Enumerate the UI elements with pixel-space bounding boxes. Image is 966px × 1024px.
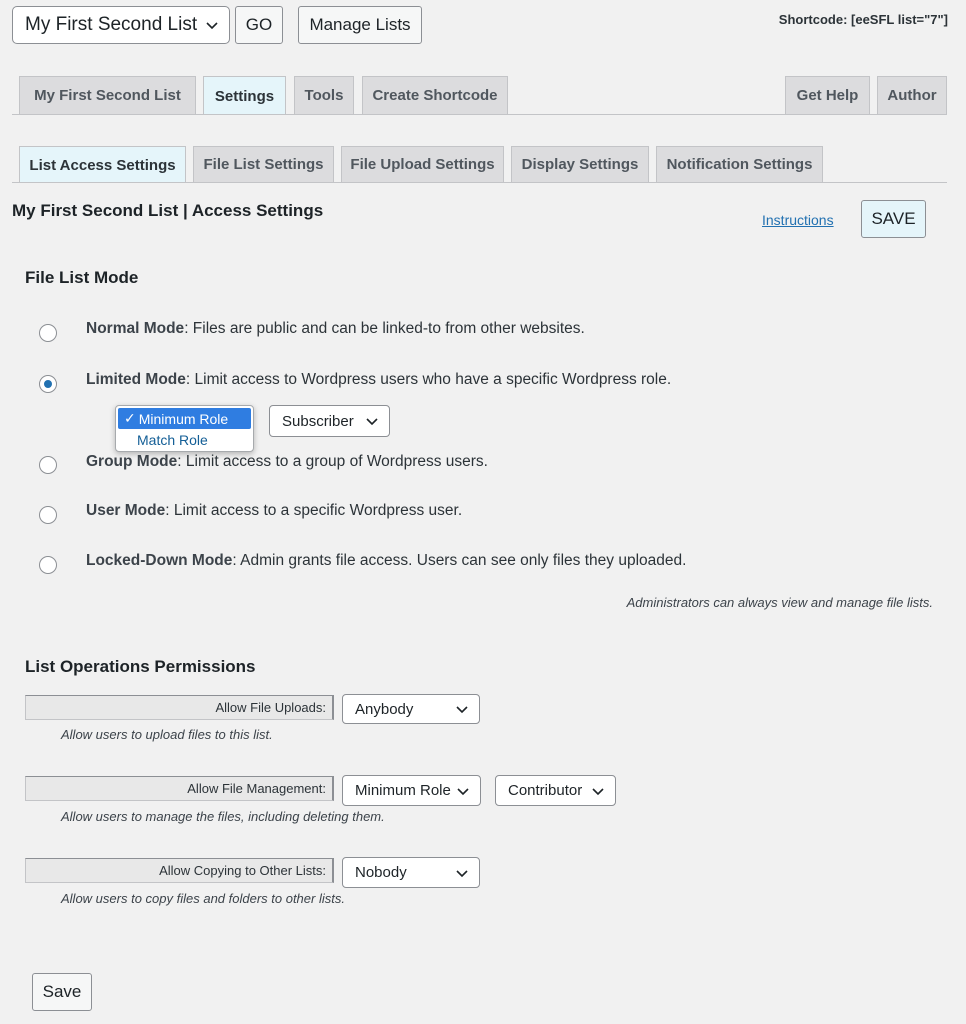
save-top-button[interactable]: SAVE	[861, 200, 926, 238]
label-text: Allow File Uploads:	[215, 700, 326, 715]
dropdown-option-minimum-role[interactable]	[118, 408, 251, 429]
mode-desc: : Files are public and can be linked-to from other websites.	[184, 320, 585, 337]
select-value: Contributor	[508, 782, 583, 799]
subtab-list-access-settings[interactable]	[19, 146, 186, 183]
option-label: Minimum Role	[138, 410, 229, 427]
tab-label: Notification Settings	[666, 156, 813, 173]
list-operations-heading: List Operations Permissions	[25, 657, 256, 676]
save-bottom-button[interactable]: Save	[32, 973, 92, 1011]
radio-user-mode[interactable]	[39, 506, 57, 524]
chevron-down-icon	[365, 414, 379, 428]
tab-settings[interactable]	[203, 76, 286, 115]
mode-name: Normal Mode	[86, 320, 185, 337]
subtab-file-upload-settings[interactable]	[341, 146, 504, 182]
allow-file-management-hint: Allow users to manage the files, including deleting them.	[61, 809, 385, 824]
tab-label: List Access Settings	[29, 156, 176, 174]
allow-file-management-label	[25, 776, 334, 801]
page-title: My First Second List | Access Settings	[12, 201, 324, 220]
mode-name: Group Mode	[86, 453, 178, 470]
normal-mode-text	[86, 320, 585, 338]
chevron-down-icon	[455, 866, 469, 880]
allow-file-management-select[interactable]	[342, 775, 481, 806]
mode-desc: : Limit access to a group of Wordpress users.	[177, 453, 488, 470]
label-text: Allow Copying to Other Lists:	[159, 863, 326, 878]
admin-note: Administrators can always view and manage file lists.	[626, 595, 933, 610]
allow-copying-select[interactable]	[342, 857, 480, 888]
select-value: Anybody	[355, 700, 414, 718]
file-list-mode-heading: File List Mode	[25, 268, 139, 287]
chevron-down-icon	[205, 18, 219, 32]
allow-file-uploads-label	[25, 695, 334, 720]
tab-label: Tools	[304, 87, 344, 104]
tab-list-name[interactable]	[19, 76, 196, 114]
role-select-value: Subscriber	[282, 412, 354, 430]
chevron-down-icon	[591, 784, 605, 798]
mode-name: User Mode	[86, 502, 166, 519]
sub-tabs-divider	[12, 182, 947, 183]
manage-lists-button[interactable]: Manage Lists	[298, 6, 422, 44]
list-select-value: My First Second List	[25, 14, 198, 35]
radio-group-mode[interactable]	[39, 456, 57, 474]
allow-file-management-role-select[interactable]	[495, 775, 616, 806]
allow-file-uploads-hint: Allow users to upload files to this list.	[61, 727, 273, 742]
mode-desc: : Limit access to a specific Wordpress user.	[165, 502, 463, 519]
allow-copying-hint: Allow users to copy files and folders to other lists.	[61, 891, 345, 906]
tab-label: Get Help	[796, 87, 859, 104]
chevron-down-icon	[456, 784, 470, 798]
tab-author[interactable]	[877, 76, 947, 114]
shortcode-text: Shortcode: [eeSFL list="7"]	[778, 12, 948, 27]
tab-label: File List Settings	[203, 156, 324, 173]
tab-label: Create Shortcode	[372, 87, 498, 104]
instructions-link[interactable]: Instructions	[762, 212, 834, 228]
mode-name: Locked-Down Mode	[86, 552, 233, 569]
allow-copying-label	[25, 858, 334, 883]
checkmark-icon: ✓	[124, 410, 136, 426]
radio-normal-mode[interactable]	[39, 324, 57, 342]
tab-label: My First Second List	[34, 87, 181, 104]
role-match-dropdown-menu[interactable]	[115, 405, 254, 452]
chevron-down-icon	[455, 702, 469, 716]
tab-label: Author	[887, 87, 937, 104]
radio-limited-mode[interactable]	[39, 375, 57, 393]
label-text: Allow File Management:	[187, 781, 326, 796]
main-tabs-divider	[12, 114, 947, 115]
tab-label: Display Settings	[521, 156, 639, 173]
tab-create-shortcode[interactable]	[362, 76, 508, 114]
allow-file-uploads-select[interactable]	[342, 694, 480, 724]
tab-label: File Upload Settings	[350, 156, 495, 173]
dropdown-option-match-role[interactable]	[116, 429, 253, 450]
tab-get-help[interactable]	[785, 76, 870, 114]
user-mode-text	[86, 502, 462, 520]
go-button[interactable]: GO	[235, 6, 283, 44]
radio-locked-down-mode[interactable]	[39, 556, 57, 574]
mode-desc: : Admin grants file access. Users can see only files they uploaded.	[232, 552, 687, 569]
mode-desc: : Limit access to Wordpress users who have a specific Wordpress role.	[185, 371, 672, 388]
option-label: Match Role	[137, 431, 208, 448]
subtab-display-settings[interactable]	[511, 146, 649, 182]
select-value: Minimum Role	[355, 782, 451, 799]
list-select[interactable]	[12, 6, 230, 44]
tab-label: Settings	[214, 87, 275, 105]
locked-down-mode-text	[86, 552, 686, 570]
mode-name: Limited Mode	[86, 371, 186, 388]
select-value: Nobody	[355, 864, 407, 881]
group-mode-text	[86, 453, 488, 471]
limited-mode-text	[86, 371, 671, 389]
role-select[interactable]	[269, 405, 390, 437]
subtab-file-list-settings[interactable]	[193, 146, 334, 182]
subtab-notification-settings[interactable]	[656, 146, 823, 182]
tab-tools[interactable]	[294, 76, 354, 114]
